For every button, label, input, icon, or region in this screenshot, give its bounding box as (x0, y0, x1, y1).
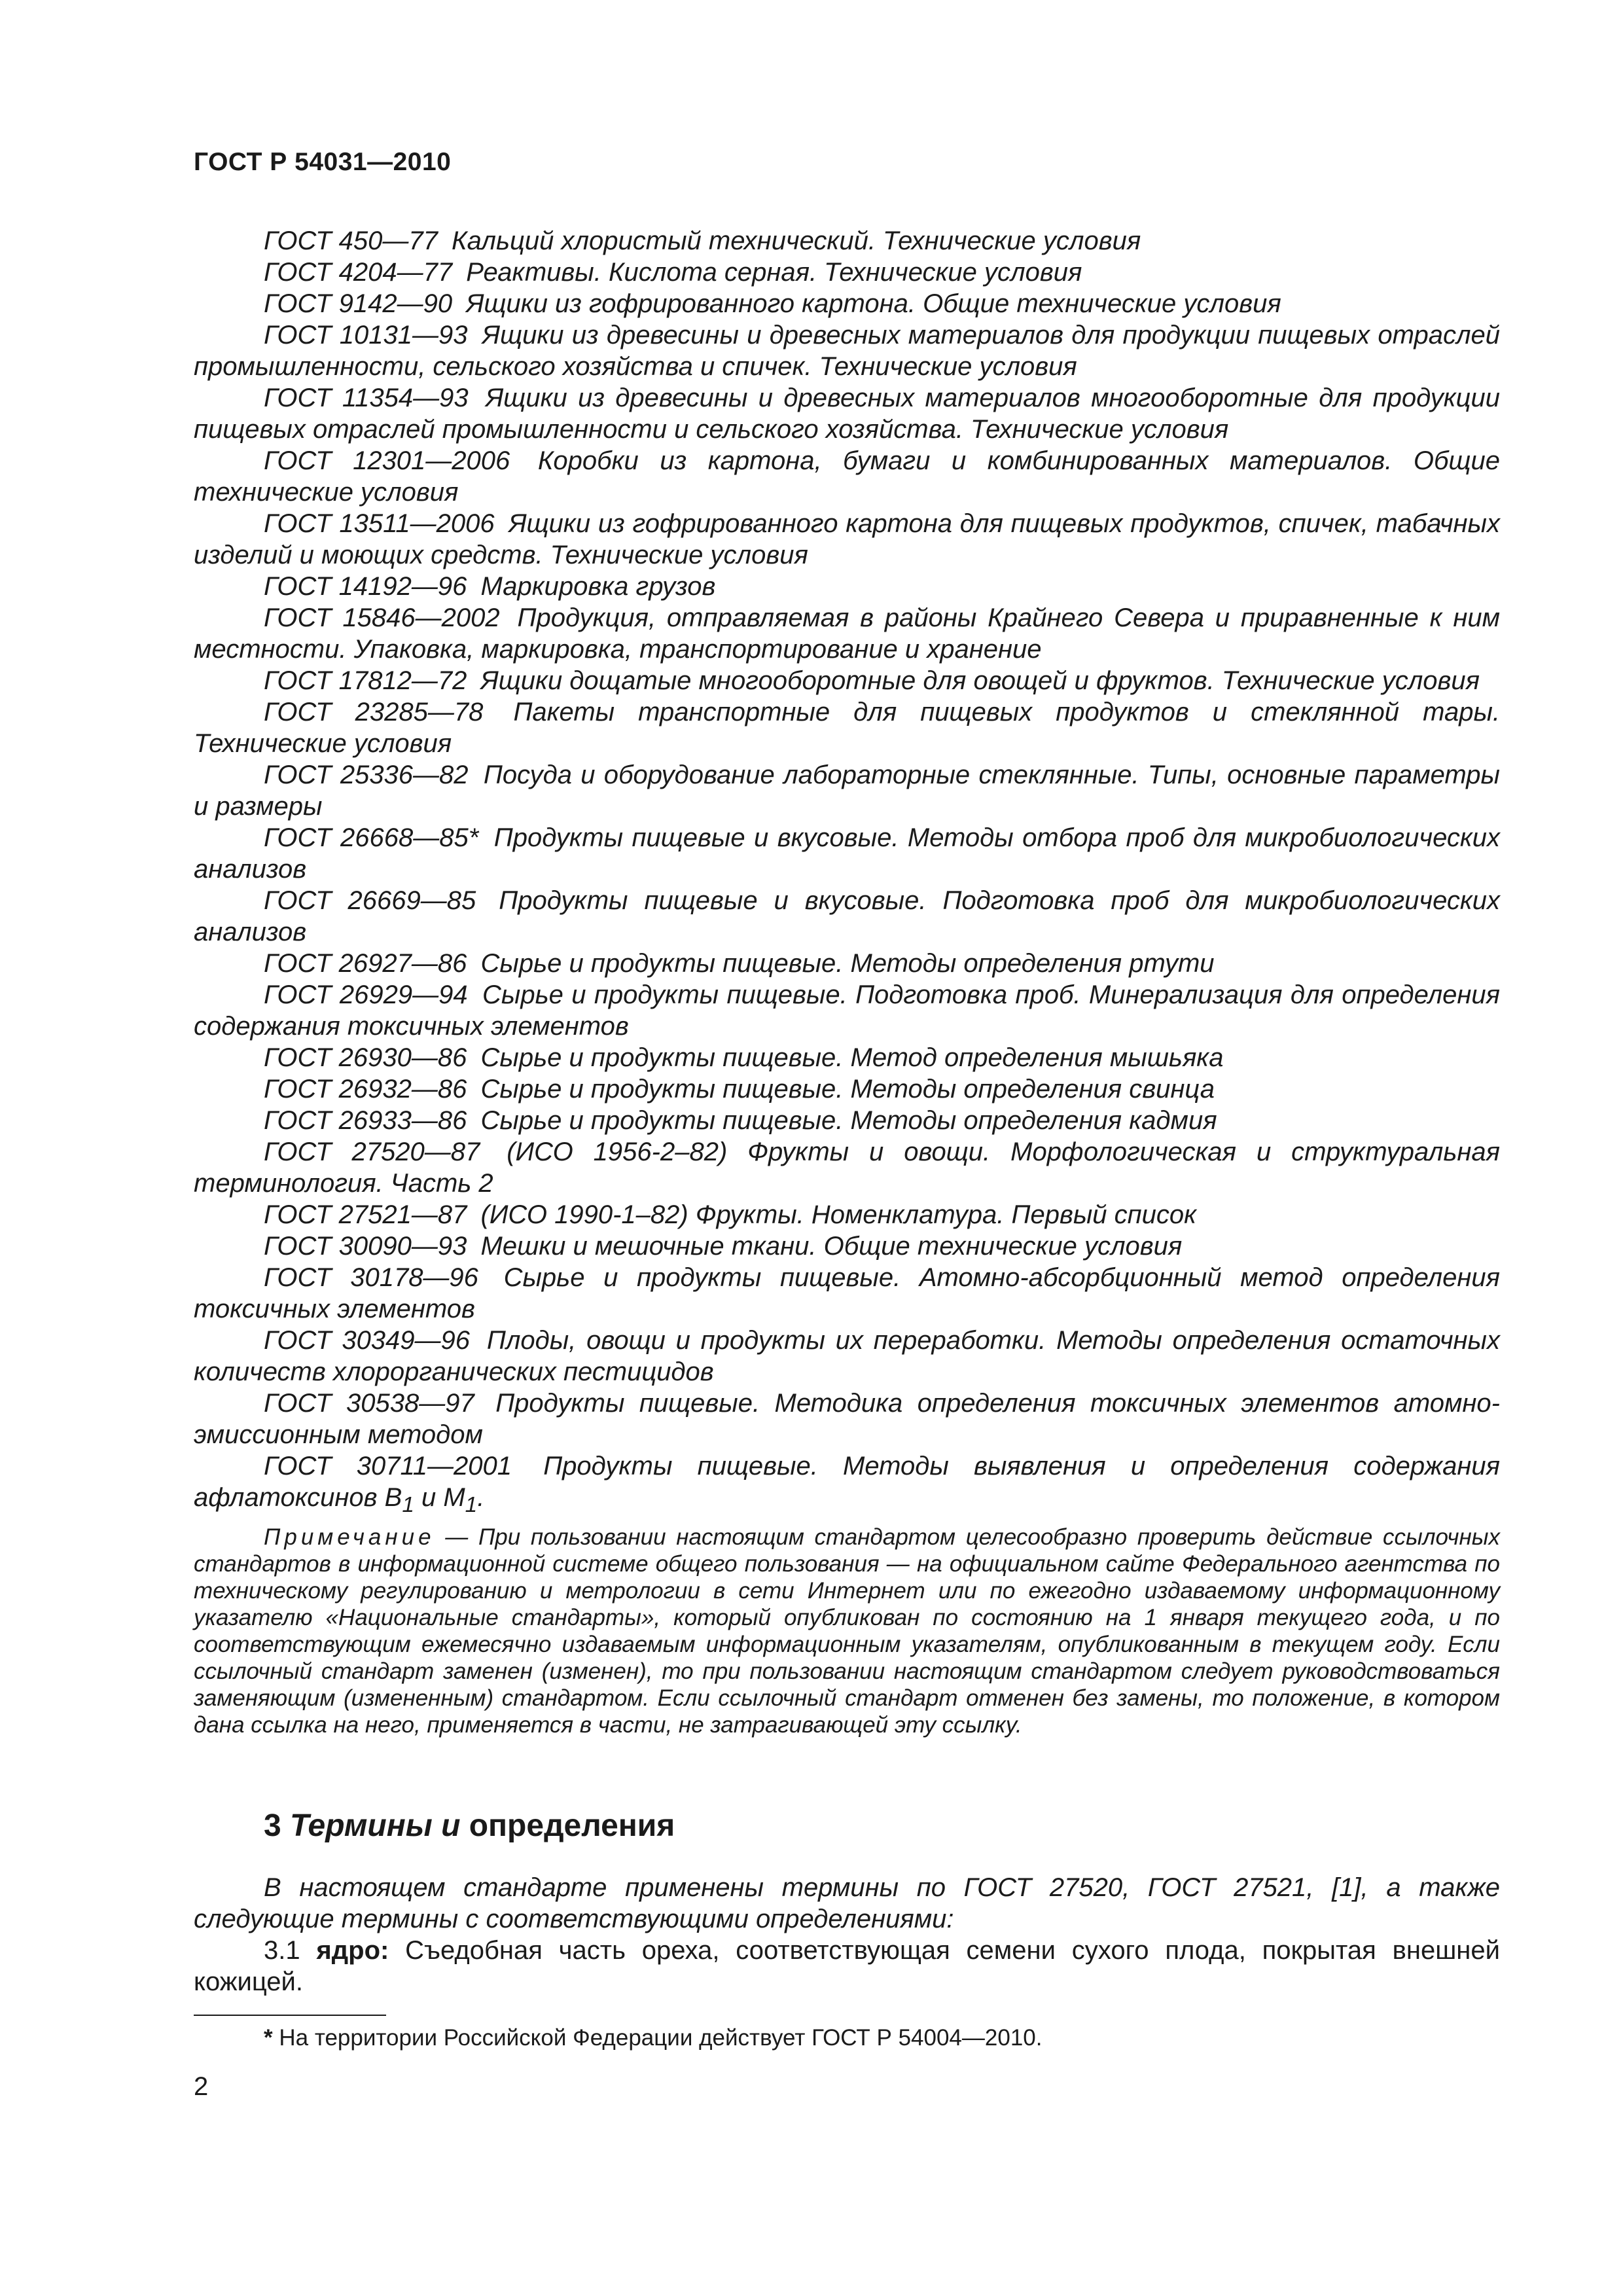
footnote-separator (194, 2015, 386, 2016)
reference-item (194, 382, 1500, 445)
reference-title: Сырье и продукты пищевые. Атомно-абсорбционный метод определения токсичных элементов (194, 1263, 1500, 1323)
reference-code: ГОСТ 30711—2001 (264, 1452, 512, 1480)
page-number: 2 (194, 2072, 209, 2101)
reference-title: Ящики из древесины и древесных материалов для продукции пищевых отраслей промышленности, сельского хозяйства и спичек. Технические условия (194, 321, 1501, 381)
reference-code: ГОСТ 27521—87 (264, 1200, 467, 1229)
note-label: Примечание (264, 1524, 435, 1550)
reference-item (194, 1105, 1500, 1136)
reference-item (194, 1388, 1500, 1450)
reference-code: ГОСТ 13511—2006 (264, 509, 495, 538)
terms-intro: В настоящем стандарте применены термины по ГОСТ 27520, ГОСТ 27521, [1], а также следующие термины с соответствующими определениями: (194, 1873, 1500, 1933)
reference-title: Сырье и продукты пищевые. Методы определения ртути (480, 949, 1215, 978)
reference-code: ГОСТ 26927—86 (264, 949, 467, 978)
reference-item (194, 508, 1500, 571)
reference-item (194, 696, 1500, 759)
normative-references-list (194, 225, 1500, 1521)
subscript: 1 (402, 1493, 414, 1517)
reference-code: ГОСТ 30178—96 (264, 1263, 478, 1292)
reference-title: Сырье и продукты пищевые. Подготовка проб. Минерализация для определения содержания токсичных элементов (194, 980, 1500, 1041)
reference-item (194, 1136, 1500, 1199)
reference-item (194, 979, 1500, 1042)
reference-title: Сырье и продукты пищевые. Методы определения свинца (480, 1075, 1215, 1103)
reference-item (194, 1262, 1500, 1325)
reference-code: ГОСТ 9142—90 (264, 289, 453, 318)
reference-title-mid: и М (414, 1483, 465, 1512)
reference-code: ГОСТ 450—77 (264, 226, 438, 255)
reference-code: ГОСТ 11354—93 (264, 384, 469, 412)
reference-code: ГОСТ 17812—72 (264, 666, 467, 695)
reference-title-end: . (477, 1483, 485, 1512)
section-title-italic: Термины и (290, 1808, 461, 1843)
reference-code: ГОСТ 4204—77 (264, 258, 453, 287)
term-name: ядро: (316, 1936, 389, 1965)
reference-title: Ящики дощатые многооборотные для овощей и фруктов. Технические условия (480, 666, 1480, 695)
reference-item (194, 1199, 1500, 1230)
reference-item (194, 602, 1500, 665)
reference-code: ГОСТ 25336—82 (264, 761, 469, 789)
reference-code: ГОСТ 30349—96 (264, 1326, 471, 1355)
reference-title: Сырье и продукты пищевые. Методы определения кадмия (480, 1106, 1217, 1135)
reference-title: Продукты пищевые и вкусовые. Методы отбора проб для микробиологических анализов (194, 823, 1501, 884)
reference-item (194, 319, 1500, 382)
reference-code: ГОСТ 12301—2006 (264, 446, 510, 475)
reference-code: ГОСТ 14192—96 (264, 572, 467, 601)
reference-item (194, 571, 1500, 602)
reference-code: ГОСТ 27520—87 (264, 1138, 480, 1166)
reference-code: ГОСТ 26668—85* (264, 823, 479, 852)
reference-item (194, 822, 1500, 885)
reference-code: ГОСТ 26932—86 (264, 1075, 467, 1103)
reference-item (194, 1450, 1500, 1521)
reference-item (194, 225, 1500, 257)
reference-title: Посуда и оборудование лабораторные стеклянные. Типы, основные параметры и размеры (194, 761, 1500, 821)
reference-title: Плоды, овощи и продукты их переработки. Методы определения остаточных количеств хлорорганических пестицидов (194, 1326, 1500, 1386)
reference-code: ГОСТ 26933—86 (264, 1106, 467, 1135)
reference-code: ГОСТ 30538—97 (264, 1389, 474, 1418)
term-definition-text: Съедобная часть ореха, соответствующая семени сухого плода, покрытая внешней кожицей. (194, 1936, 1500, 1996)
reference-title: Продукция, отправляемая в районы Крайнего Севера и приравненные к ним местности. Упаковка, маркировка, транспортирование и хранение (194, 603, 1500, 664)
footnote-text: На территории Российской Федерации действует ГОСТ Р 54004—2010. (279, 2025, 1043, 2051)
reference-title: Мешки и мешочные ткани. Общие технические условия (480, 1232, 1183, 1261)
reference-title: Реактивы. Кислота серная. Технические условия (466, 258, 1082, 287)
reference-title: Сырье и продукты пищевые. Метод определения мышьяка (480, 1043, 1224, 1072)
reference-title: Продукты пищевые. Методика определения токсичных элементов атомно-эмиссионным методом (194, 1389, 1500, 1449)
reference-title: (ИСО 1956-2–82) Фрукты и овощи. Морфологическая и структуральная терминология. Часть 2 (194, 1138, 1500, 1198)
term-definition (194, 1935, 1500, 1998)
reference-item (194, 288, 1500, 319)
section-title-rest: определения (469, 1808, 675, 1843)
term-number: 3.1 (264, 1936, 300, 1965)
section-heading (264, 1808, 675, 1844)
reference-code: ГОСТ 26669—85 (264, 886, 476, 915)
footnote-marker: * (264, 2025, 273, 2051)
reference-title: Маркировка грузов (480, 572, 716, 601)
subscript: 1 (465, 1493, 478, 1517)
reference-item (194, 759, 1500, 822)
reference-title: Кальций хлористый технический. Технические условия (452, 226, 1141, 255)
reference-item (194, 1073, 1500, 1105)
reference-code: ГОСТ 26930—86 (264, 1043, 467, 1072)
reference-title: Ящики из гофрированного картона. Общие технические условия (466, 289, 1281, 318)
reference-code: ГОСТ 30090—93 (264, 1232, 467, 1261)
reference-title: Продукты пищевые и вкусовые. Подготовка проб для микробиологических анализов (194, 886, 1501, 946)
reference-title: Продукты пищевые. Методы выявления и определения содержания афлатоксинов В (194, 1452, 1500, 1512)
reference-code: ГОСТ 26929—94 (264, 980, 468, 1009)
reference-item (194, 1230, 1500, 1262)
reference-title: (ИСО 1990-1–82) Фрукты. Номенклатура. Первый список (480, 1200, 1197, 1229)
reference-item (194, 1042, 1500, 1073)
reference-item (194, 948, 1500, 979)
reference-item (194, 257, 1500, 288)
reference-item (194, 445, 1500, 508)
note-paragraph (194, 1524, 1500, 1738)
reference-item (194, 1325, 1500, 1388)
reference-item (194, 665, 1500, 696)
reference-code: ГОСТ 23285—78 (264, 698, 484, 726)
reference-code: ГОСТ 10131—93 (264, 321, 468, 350)
reference-title: Ящики из гофрированного картона для пищевых продуктов, спичек, табачных изделий и моющих средств. Технические условия (194, 509, 1500, 569)
reference-title: Пакеты транспортные для пищевых продуктов и стеклянной тары. Технические условия (194, 698, 1500, 758)
page-header: ГОСТ Р 54031—2010 (194, 148, 452, 176)
reference-item (194, 885, 1500, 948)
reference-code: ГОСТ 15846—2002 (264, 603, 500, 632)
reference-title: Ящики из древесины и древесных материалов многооборотные для продукции пищевых отраслей промышленности и сельского хозяйства. Технические условия (194, 384, 1500, 444)
section-number: 3 (264, 1808, 281, 1843)
footnote (264, 2025, 1043, 2051)
reference-title: Коробки из картона, бумаги и комбинированных материалов. Общие технические условия (194, 446, 1500, 507)
note-text: — При пользовании настоящим стандартом целесообразно проверить действие ссылочных стандартов в информационной системе общего пользования — на официальном сайте Федерального агентства по техническому регулированию и метрологии в сети Интернет или по ежегодно издаваемому информационному указателю «Национальные стандарты», который опубликован по состоянию на 1 января текущего года, и по соответствующим ежемесячно издаваемым информационным указателям, опубликованным в текущем году. Если ссылочный стандарт заменен (изменен), то при пользовании настоящим стандартом следует руководствоваться заменяющим (измененным) стандартом. Если ссылочный стандарт отменен без замены, то положение, в котором дана ссылка на него, применяется в части, не затрагивающей эту ссылку. (194, 1524, 1500, 1738)
